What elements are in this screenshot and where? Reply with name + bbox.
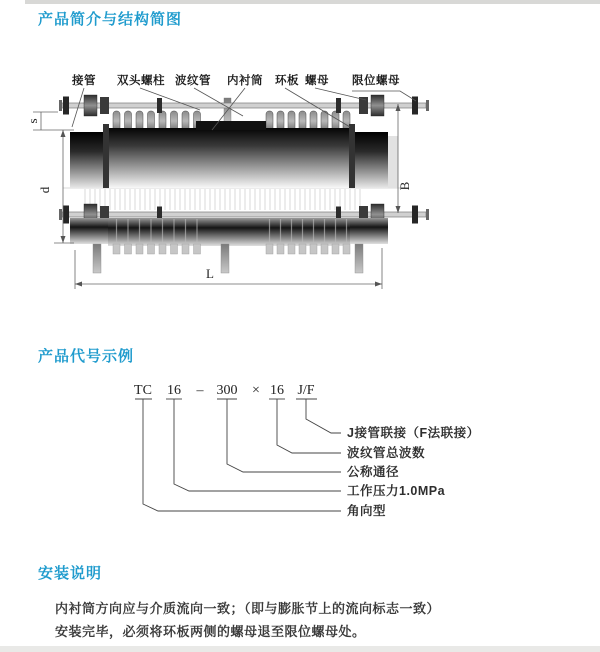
code-token-times: ×	[252, 383, 260, 398]
part-labels	[71, 73, 400, 87]
dim-label-L: L	[206, 266, 214, 281]
label-connecting-pipe: 接管	[72, 75, 96, 87]
callout-wave-count: 波纹管总波数	[347, 446, 426, 460]
code-callout-lines	[143, 399, 341, 511]
structure-diagram	[25, 73, 429, 289]
code-token-joint: J/F	[297, 383, 315, 398]
nut-left-outer	[84, 95, 97, 116]
code-token-pressure: 16	[167, 383, 181, 398]
dimension-s	[25, 112, 74, 130]
ring-plate-left	[103, 124, 109, 188]
reflection-hatch	[85, 189, 360, 210]
code-callout-labels	[347, 425, 480, 518]
code-example-diagram	[134, 383, 480, 518]
pipe-fade-right	[388, 136, 398, 188]
label-ring-plate: 环板	[275, 75, 299, 87]
nut-right-outer	[371, 95, 384, 116]
label-nut: 螺母	[305, 75, 329, 87]
code-token-type: TC	[134, 383, 152, 398]
shell-lower	[70, 218, 388, 246]
label-inner-liner: 内衬筒	[227, 75, 263, 87]
code-tokens	[134, 383, 315, 398]
section-title-intro: 产品简介与结构简图	[38, 11, 183, 28]
bellows-shell	[108, 128, 350, 188]
code-token-dash: –	[196, 383, 204, 398]
callout-angular-type: 角向型	[347, 504, 387, 518]
callout-nominal-bore: 公称通径	[347, 465, 400, 479]
section-title-install: 安装说明	[38, 565, 103, 582]
limit-nut-left	[63, 97, 69, 115]
dim-label-d: d	[37, 186, 52, 194]
dimension-B	[396, 104, 413, 213]
label-bellows: 波纹管	[175, 75, 211, 87]
callout-work-pressure: 工作压力1.0MPa	[347, 484, 446, 498]
dim-label-B: B	[397, 181, 412, 191]
label-limit-nut: 限位螺母	[352, 75, 400, 87]
install-instruction-line: 安装完毕，必须将环板两侧的螺母退至限位螺母处。	[55, 624, 366, 639]
callout-joint-type: J接管联接（F法联接）	[347, 426, 480, 440]
section-title-code: 产品代号示例	[38, 348, 135, 365]
code-token-waves: 16	[270, 383, 284, 398]
ring-plate-right	[349, 124, 355, 188]
code-token-diameter: 300	[216, 383, 238, 398]
nut-left-inner	[100, 97, 109, 114]
install-instruction-line: 内衬筒方向应与介质流向一致；（即与膨胀节上的流向标志一致）	[55, 601, 441, 616]
dimension-d	[37, 130, 74, 243]
inner-liner-collar	[196, 121, 266, 130]
dim-label-s: s	[25, 118, 40, 124]
connecting-pipe-right	[350, 132, 388, 188]
label-stud-bolt: 双头螺柱	[117, 75, 165, 87]
connecting-pipe-left	[70, 132, 108, 188]
